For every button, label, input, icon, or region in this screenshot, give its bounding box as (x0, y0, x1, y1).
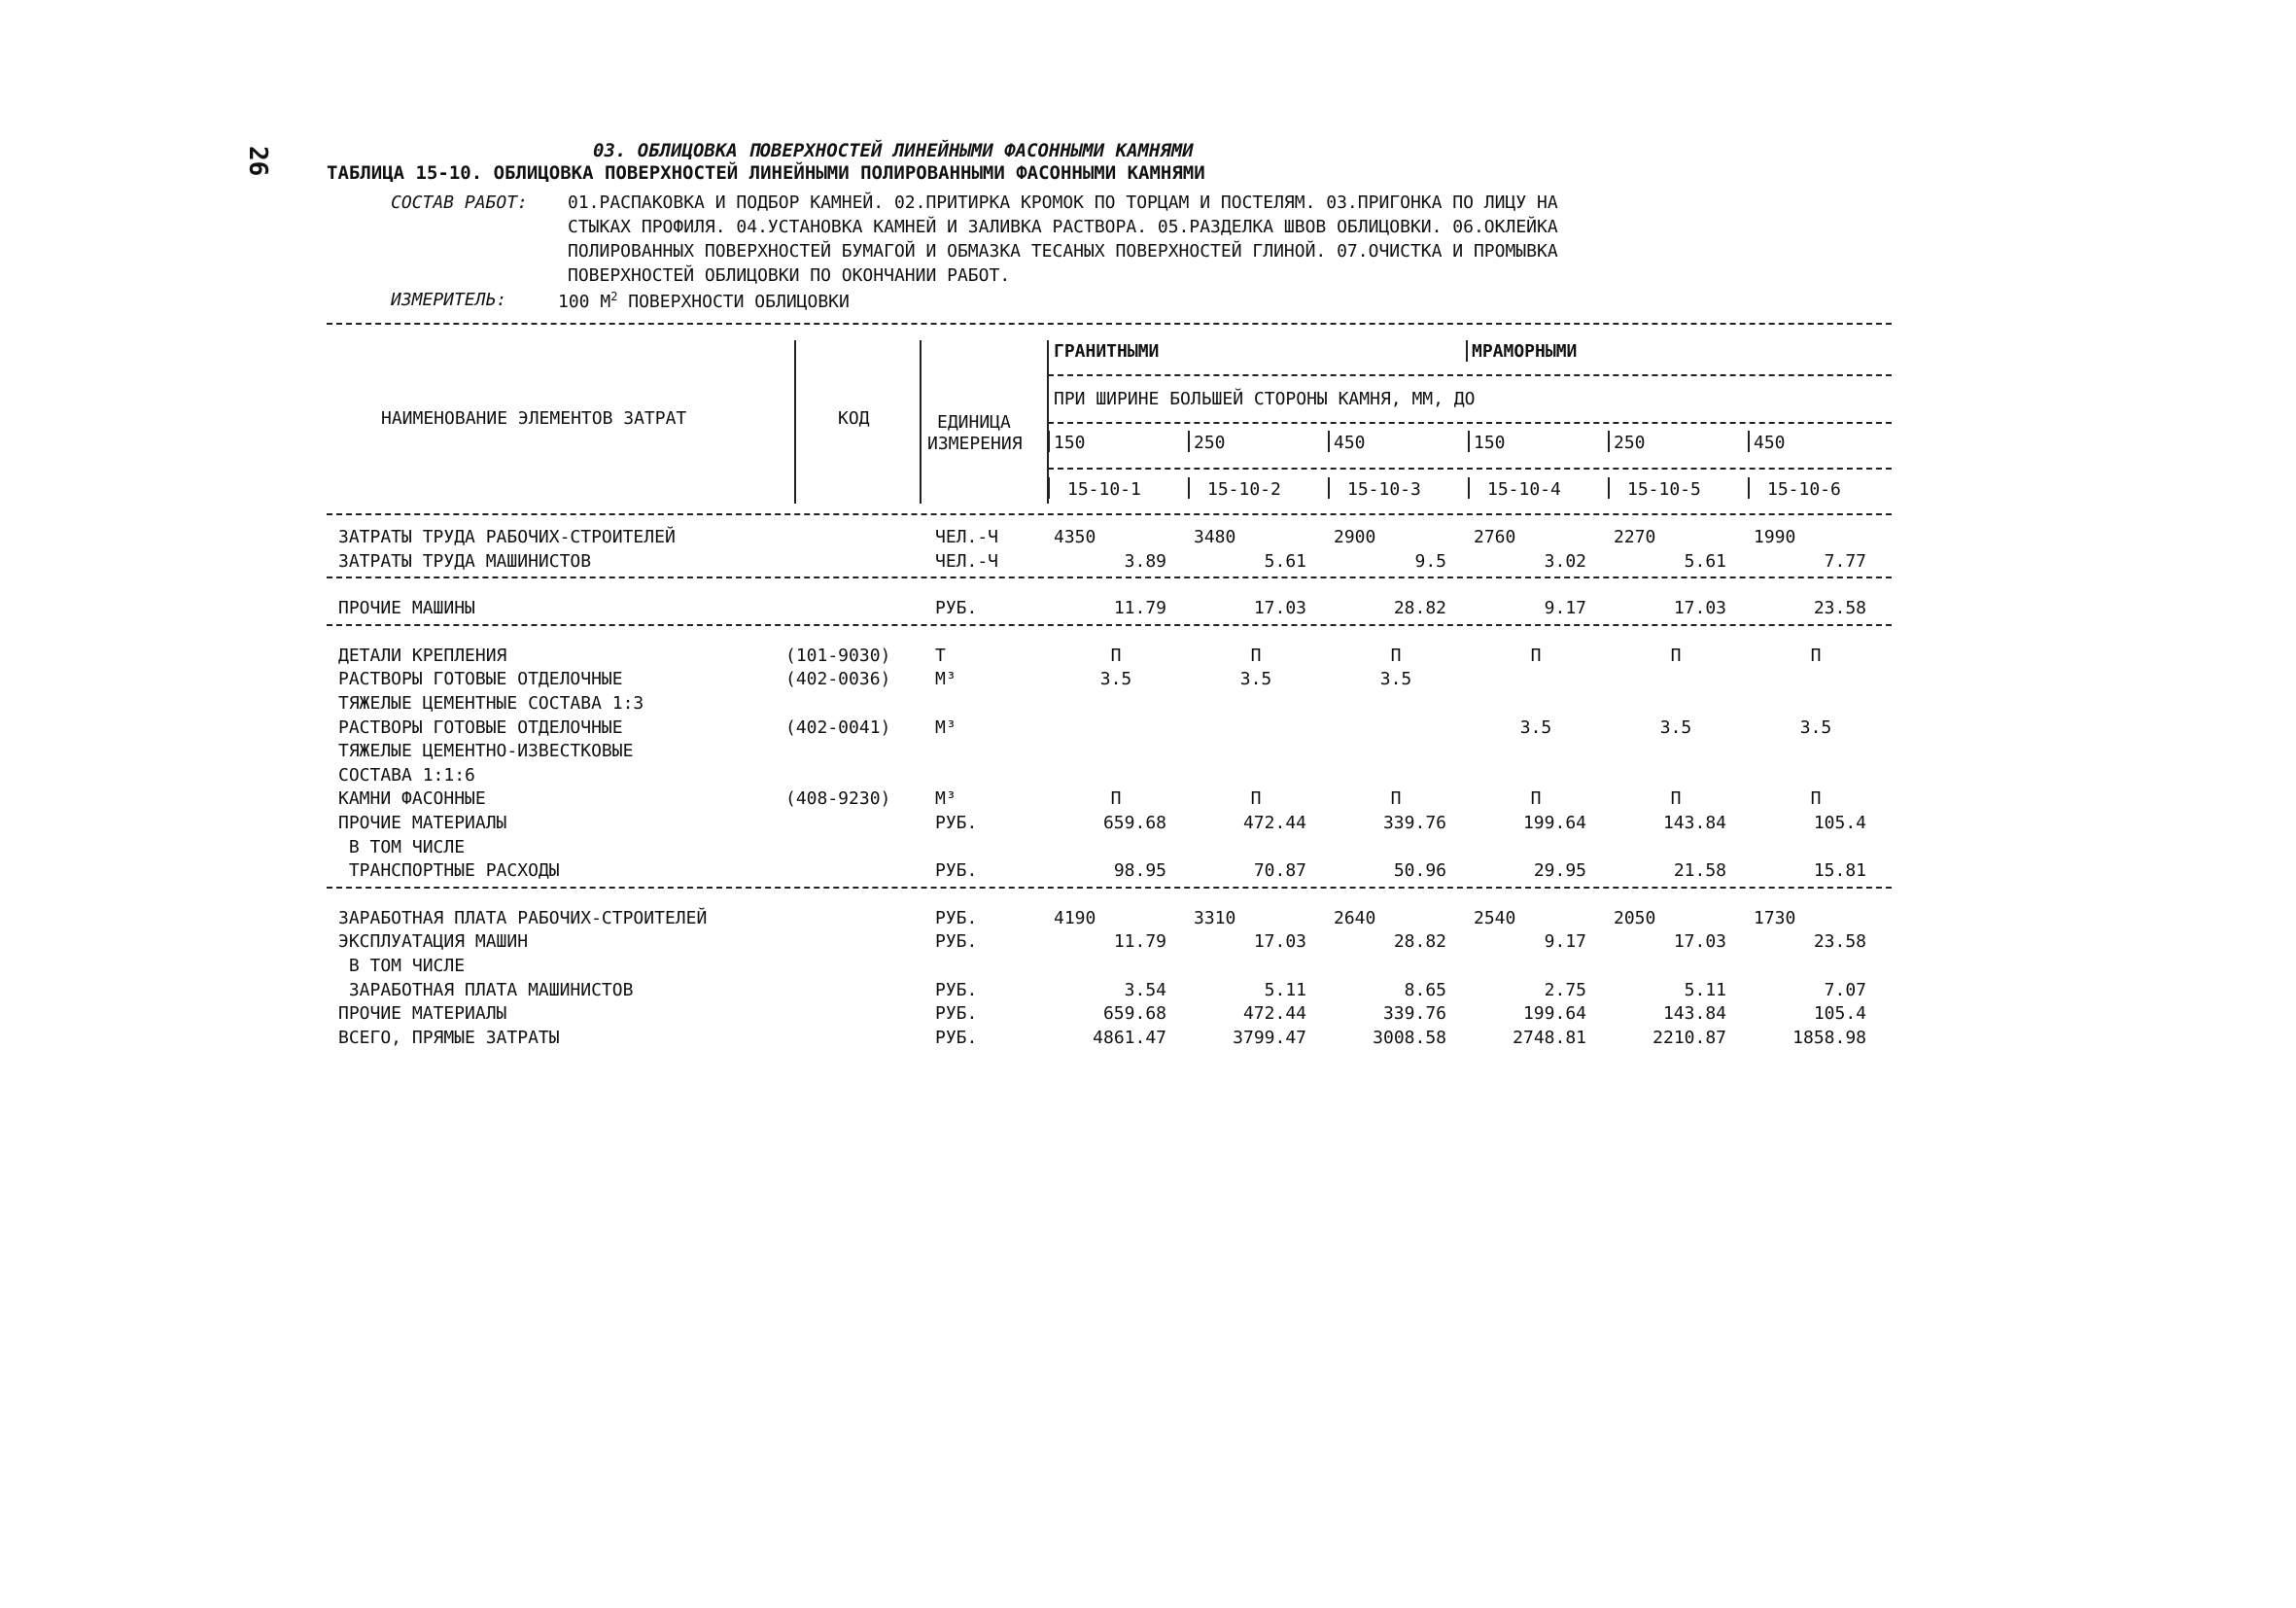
row-value: 7.07 (1824, 979, 1866, 1000)
page-number: 26 (243, 146, 272, 177)
row-name: РАСТВОРЫ ГОТОВЫЕ ОТДЕЛОЧНЫЕ (338, 669, 623, 690)
row-name: СОСТАВА 1:1:6 (338, 764, 475, 786)
row-unit: РУБ. (935, 1027, 978, 1048)
row-value: 17.03 (1253, 931, 1306, 953)
meter-label: ИЗМЕРИТЕЛЬ: (391, 290, 507, 310)
header-name-col: НАИМЕНОВАНИЕ ЭЛЕМЕНТОВ ЗАТРАТ (381, 408, 687, 429)
header-width-divider (1328, 431, 1330, 452)
table-row (0, 717, 2296, 742)
composition-line: СТЫКАХ ПРОФИЛЯ. 04.УСТАНОВКА КАМНЕЙ И ЗАЛИВКА РАСТВОРА. 05.РАЗДЕЛКА ШВОВ ОБЛИЦОВКИ. 06.ОКЛЕЙКА (568, 217, 1558, 237)
table-row (0, 527, 2296, 551)
header-width-value: 450 (1334, 433, 1366, 453)
row-value: 339.76 (1382, 1003, 1446, 1025)
header-group-marble: МРАМОРНЫМИ (1472, 341, 1578, 362)
meter-value-prefix: 100 М (558, 292, 611, 312)
header-unit-col: ЕДИНИЦА (937, 412, 1011, 433)
row-value: 17.03 (1673, 931, 1726, 953)
table-row (0, 837, 2296, 861)
row-unit: Т (935, 645, 946, 666)
row-value: П (1110, 788, 1122, 810)
header-rule-caption (1048, 422, 1892, 424)
header-code-divider (1048, 477, 1050, 499)
row-name: РАСТВОРЫ ГОТОВЫЕ ОТДЕЛОЧНЫЕ (338, 717, 623, 738)
header-divider (1466, 340, 1468, 362)
row-value: 3.5 (1519, 717, 1552, 738)
row-name: ЗАРАБОТНАЯ ПЛАТА МАШИНИСТОВ (338, 979, 634, 1000)
row-value: П (1530, 645, 1542, 666)
header-width-caption: ПРИ ШИРИНЕ БОЛЬШЕЙ СТОРОНЫ КАМНЯ, ММ, ДО (1054, 389, 1476, 409)
row-value: П (1670, 788, 1682, 810)
table-row (0, 956, 2296, 980)
header-divider (794, 340, 796, 504)
row-unit: ЧЕЛ.-Ч (935, 550, 999, 572)
row-value: 3.02 (1544, 550, 1586, 572)
composition-line: 01.РАСПАКОВКА И ПОДБОР КАМНЕЙ. 02.ПРИТИРКА КРОМОК ПО ТОРЦАМ И ПОСТЕЛЯМ. 03.ПРИГОНКА ПО ЛИЦУ НА (568, 192, 1558, 213)
row-value: 3480 (1194, 527, 1236, 547)
group-separator-rule (327, 577, 1892, 578)
row-name: ПРОЧИЕ МАТЕРИАЛЫ (338, 1003, 507, 1025)
row-value: 3799.47 (1233, 1027, 1306, 1048)
row-value: 3.5 (1239, 669, 1272, 690)
table-row (0, 693, 2296, 717)
row-unit: М³ (935, 669, 957, 690)
section-title: 03. ОБЛИЦОВКА ПОВЕРХНОСТЕЙ ЛИНЕЙНЫМИ ФАСОННЫМИ КАМНЯМИ (593, 140, 1194, 161)
header-rule-groups (1048, 374, 1892, 376)
row-value: 8.65 (1404, 979, 1446, 1000)
row-value: 29.95 (1533, 860, 1586, 882)
row-name: ДЕТАЛИ КРЕПЛЕНИЯ (338, 645, 507, 666)
row-name: ЗАТРАТЫ ТРУДА РАБОЧИХ-СТРОИТЕЛЕЙ (338, 527, 676, 547)
header-code-divider (1748, 477, 1750, 499)
row-value: П (1110, 645, 1122, 666)
row-value: 1858.98 (1792, 1027, 1866, 1048)
row-value: 4350 (1054, 527, 1096, 547)
row-value: 3.89 (1124, 550, 1166, 572)
header-top-rule (327, 323, 1892, 325)
meter-value-suffix: ПОВЕРХНОСТИ ОБЛИЦОВКИ (617, 292, 850, 312)
row-value: 105.4 (1813, 1003, 1866, 1025)
composition-label: СОСТАВ РАБОТ: (391, 192, 528, 213)
row-value: 5.61 (1264, 550, 1306, 572)
row-value: 1730 (1754, 907, 1796, 928)
row-value: 9.17 (1544, 931, 1586, 953)
header-code-value: 15-10-1 (1067, 479, 1141, 500)
header-code-divider (1608, 477, 1610, 499)
table-row (0, 860, 2296, 885)
composition-line: ПОВЕРХНОСТЕЙ ОБЛИЦОВКИ ПО ОКОНЧАНИИ РАБОТ. (568, 265, 1011, 286)
header-code-value: 15-10-5 (1627, 479, 1701, 500)
table-row (0, 598, 2296, 622)
group-separator-rule (327, 887, 1892, 889)
header-width-value: 250 (1194, 433, 1226, 453)
row-unit: РУБ. (935, 1003, 978, 1025)
row-value: 4190 (1054, 907, 1096, 928)
group-separator-rule (327, 624, 1892, 626)
table-row (0, 1003, 2296, 1028)
row-value: 472.44 (1242, 1003, 1306, 1025)
header-code-divider (1328, 477, 1330, 499)
header-width-value: 150 (1054, 433, 1086, 453)
row-value: 5.61 (1684, 550, 1726, 572)
header-code-value: 15-10-3 (1347, 479, 1421, 500)
row-value: 1990 (1754, 527, 1796, 547)
table-row (0, 1028, 2296, 1052)
row-unit: РУБ. (935, 979, 978, 1000)
row-value: 23.58 (1813, 598, 1866, 619)
row-value: П (1250, 645, 1262, 666)
header-width-divider (1188, 431, 1190, 452)
row-value: 70.87 (1253, 860, 1306, 882)
header-width-divider (1748, 431, 1750, 452)
row-unit: РУБ. (935, 813, 978, 833)
header-width-value: 250 (1614, 433, 1646, 453)
row-value: П (1810, 645, 1822, 666)
row-value: 105.4 (1813, 813, 1866, 833)
row-code: (408-9230) (785, 788, 891, 810)
row-value: 3.5 (1099, 669, 1132, 690)
table-row (0, 788, 2296, 813)
row-unit: ЧЕЛ.-Ч (935, 527, 999, 547)
row-name: ТЯЖЕЛЫЕ ЦЕМЕНТНО-ИЗВЕСТКОВЫЕ (338, 741, 634, 762)
header-code-divider (1188, 477, 1190, 499)
row-value: 9.17 (1544, 598, 1586, 619)
row-unit: РУБ. (935, 860, 978, 882)
row-name: ВСЕГО, ПРЯМЫЕ ЗАТРАТЫ (338, 1027, 560, 1048)
row-code: (402-0036) (785, 669, 891, 690)
row-value: 2760 (1474, 527, 1516, 547)
row-value: П (1530, 788, 1542, 810)
row-value: 17.03 (1253, 598, 1306, 619)
header-code-value: 15-10-2 (1207, 479, 1281, 500)
row-value: 143.84 (1662, 813, 1726, 833)
header-width-value: 150 (1474, 433, 1506, 453)
row-name: КАМНИ ФАСОННЫЕ (338, 788, 486, 810)
row-unit: РУБ. (935, 907, 978, 928)
row-value: 28.82 (1393, 931, 1446, 953)
row-value: 3.54 (1124, 979, 1166, 1000)
header-unit-col: ИЗМЕРЕНИЯ (927, 434, 1023, 454)
row-name: ТРАНСПОРТНЫЕ РАСХОДЫ (338, 860, 560, 882)
row-value: 659.68 (1102, 1003, 1166, 1025)
row-unit: М³ (935, 717, 957, 738)
table-row (0, 931, 2296, 956)
row-value: 98.95 (1113, 860, 1166, 882)
row-value: 7.77 (1824, 550, 1866, 572)
header-code-col: КОД (838, 408, 870, 429)
row-value: 3.5 (1659, 717, 1692, 738)
row-code: (402-0041) (785, 717, 891, 738)
row-value: 50.96 (1393, 860, 1446, 882)
header-rule-widths (1048, 468, 1892, 470)
row-value: 23.58 (1813, 931, 1866, 953)
table-row (0, 980, 2296, 1004)
header-code-value: 15-10-4 (1487, 479, 1561, 500)
header-bottom-rule (327, 513, 1892, 515)
table-row (0, 765, 2296, 789)
row-value: 143.84 (1662, 1003, 1726, 1025)
row-value: 3.5 (1799, 717, 1832, 738)
header-divider (920, 340, 922, 504)
row-value: 11.79 (1113, 598, 1166, 619)
row-name: ЭКСПЛУАТАЦИЯ МАШИН (338, 931, 529, 953)
row-value: П (1250, 788, 1262, 810)
row-value: 2640 (1334, 907, 1376, 928)
row-unit: РУБ. (935, 598, 978, 619)
row-value: 15.81 (1813, 860, 1866, 882)
header-width-divider (1608, 431, 1610, 452)
row-value: 659.68 (1102, 813, 1166, 833)
row-value: 2210.87 (1652, 1027, 1726, 1048)
meter-value-sup: 2 (610, 290, 618, 303)
row-value: 4861.47 (1093, 1027, 1166, 1048)
meter-value (558, 290, 850, 312)
header-width-value: 450 (1754, 433, 1786, 453)
row-unit: РУБ. (935, 931, 978, 953)
row-value: 3.5 (1379, 669, 1412, 690)
row-value: 3008.58 (1373, 1027, 1446, 1048)
row-value: 2270 (1614, 527, 1656, 547)
row-value: 2540 (1474, 907, 1516, 928)
row-name: ТЯЖЕЛЫЕ ЦЕМЕНТНЫЕ СОСТАВА 1:3 (338, 693, 644, 714)
row-value: 3310 (1194, 907, 1236, 928)
header-code-value: 15-10-6 (1767, 479, 1841, 500)
header-group-granite: ГРАНИТНЫМИ (1054, 341, 1160, 362)
row-name: ЗАРАБОТНАЯ ПЛАТА РАБОЧИХ-СТРОИТЕЛЕЙ (338, 907, 708, 928)
row-name: ПРОЧИЕ МАШИНЫ (338, 598, 475, 619)
composition-line: ПОЛИРОВАННЫХ ПОВЕРХНОСТЕЙ БУМАГОЙ И ОБМАЗКА ТЕСАНЫХ ПОВЕРХНОСТЕЙ ГЛИНОЙ. 07.ОЧИСТКА И ПРОМЫВКА (568, 241, 1558, 262)
table-row (0, 646, 2296, 670)
row-value: 2900 (1334, 527, 1376, 547)
row-value: 2.75 (1544, 979, 1586, 1000)
header-code-divider (1468, 477, 1470, 499)
table-row (0, 669, 2296, 693)
table-row (0, 813, 2296, 837)
row-value: 5.11 (1684, 979, 1726, 1000)
header-width-divider (1048, 431, 1050, 452)
header-width-divider (1468, 431, 1470, 452)
row-value: 5.11 (1264, 979, 1306, 1000)
row-name: В ТОМ ЧИСЛЕ (338, 836, 466, 857)
row-value: 2050 (1614, 907, 1656, 928)
row-value: 9.5 (1414, 550, 1446, 572)
row-name: ЗАТРАТЫ ТРУДА МАШИНИСТОВ (338, 550, 592, 572)
table-row (0, 908, 2296, 932)
row-value: 28.82 (1393, 598, 1446, 619)
row-value: 339.76 (1382, 813, 1446, 833)
table-title: ТАБЛИЦА 15-10. ОБЛИЦОВКА ПОВЕРХНОСТЕЙ ЛИНЕЙНЫМИ ПОЛИРОВАННЫМИ ФАСОННЫМИ КАМНЯМИ (327, 162, 1205, 184)
row-value: 17.03 (1673, 598, 1726, 619)
row-value: 199.64 (1522, 1003, 1586, 1025)
table-row (0, 551, 2296, 576)
row-value: П (1390, 788, 1402, 810)
row-value: 199.64 (1522, 813, 1586, 833)
row-value: П (1390, 645, 1402, 666)
row-value: 472.44 (1242, 813, 1306, 833)
row-value: 11.79 (1113, 931, 1166, 953)
row-name: В ТОМ ЧИСЛЕ (338, 956, 466, 976)
row-value: 2748.81 (1513, 1027, 1586, 1048)
row-value: П (1810, 788, 1822, 810)
row-code: (101-9030) (785, 645, 891, 666)
row-name: ПРОЧИЕ МАТЕРИАЛЫ (338, 813, 507, 833)
row-value: П (1670, 645, 1682, 666)
table-row (0, 741, 2296, 765)
row-unit: М³ (935, 788, 957, 810)
row-value: 21.58 (1673, 860, 1726, 882)
